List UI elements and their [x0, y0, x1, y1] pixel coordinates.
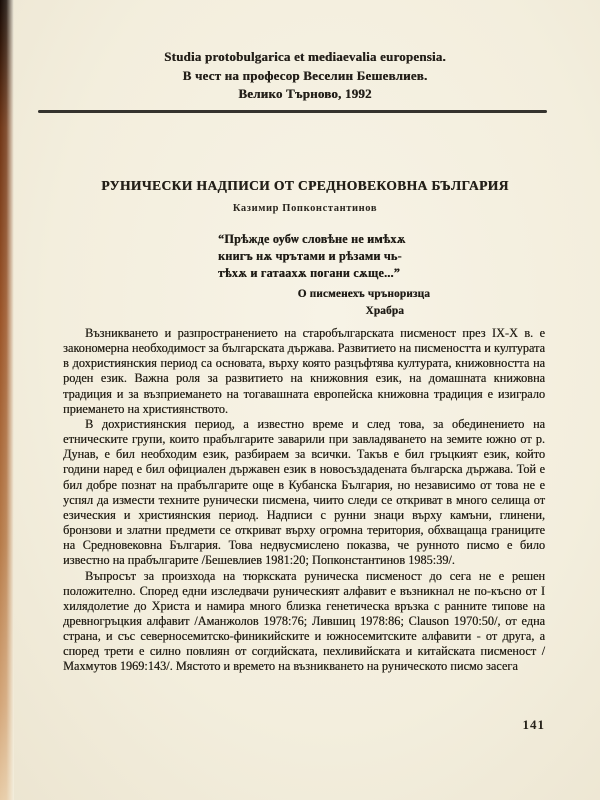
series-title: Studia protobulgarica et mediaevalia europensia. — [164, 49, 446, 64]
page-number: 141 — [522, 717, 545, 732]
body-paragraph: Въпросът за произхода на тюркската руническа писменост до сега не е решен положително. Според едни изследвачи руническият алфавит е възникнал не по-късно от I хилядолетие до Христа и намира много близка генетическа връзка с ранните типове на древногръцкия алфавит /Аманжолов 1978:76; Лившиц 1978:86; Clauson 1970:50/, от една страна, и със северносемитско-финикийските и южносемитските алфавити - от друга, а според трети е силно повлиян от согдийската, пехливийската и китайската писменост /Махмутов 1969:143/. Мястото и времето на възникването на руническото писмо засега — [63, 568, 545, 674]
article-title: РУНИЧЕСКИ НАДПИСИ ОТ СРЕДНОВЕКОВНА БЪЛГАРИЯ — [101, 178, 509, 193]
series-header — [60, 48, 550, 104]
body-paragraph: В дохристиянския период, а известно време и след това, за обединението на етническите групи, които прабългарите заварили при завладяването на земите южно от р. Дунав, е бил необходим език, разбираем за всички. Такъв е бил гръцкият език, който години наред е бил официален държавен език в новосъздадената българска държава. Той е бил добре познат на прабългарите още в Кубанска България, но независимо от това не е успял да измести техните рунически писмена, чиито следи се откриват в много селища от езическия и християнския период. Надписи с рунни знаци върху камъни, глинени, бронзови и златни предмети се откриват върху огромна територия, обхващаща границите на Средновековна България. Това недвусмислено показва, че рунното писмо е било известно на прабългарите /Бешевлиев 1981:20; Попконстантинов 1985:39/. — [63, 416, 545, 568]
body-paragraph: Възникването и разпространението на старобългарската писменост през IX-X в. е закономерна необходимост за българската държава. Развитието на писмеността и културата в дохристиянския период са основата, върху която разцъфтява културата, книжовността на роден език. Важна роля за развитието на книжовния език, на домашната книжовна традиция и за възприемането на тогавашната европейска книжовна традиция е изиграло приемането на християнството. — [63, 326, 545, 416]
epigraph — [218, 231, 430, 320]
article-body — [63, 326, 545, 675]
epigraph-quote-line: “Прѣжде оубѡ словѣне не имѣхѫ — [218, 232, 406, 246]
series-place-year: Велико Търново, 1992 — [238, 86, 372, 101]
epigraph-quote-line: тѣхѫ и гатаахѫ погани сѫще...” — [218, 266, 400, 280]
header-divider-rule — [38, 110, 547, 113]
epigraph-attribution: О писменехъ чръноризца — [297, 288, 430, 300]
binding-fade — [0, 0, 14, 800]
epigraph-attribution-name: Храбра — [365, 305, 404, 317]
article-author: Казимир Попконстантинов — [232, 203, 378, 214]
epigraph-quote-line: книгъ нѫ чрътами и рѣзами чь- — [218, 249, 402, 263]
series-dedication: В чест на професор Веселин Бешевлиев. — [182, 67, 428, 83]
book-binding-edge — [0, 0, 14, 800]
